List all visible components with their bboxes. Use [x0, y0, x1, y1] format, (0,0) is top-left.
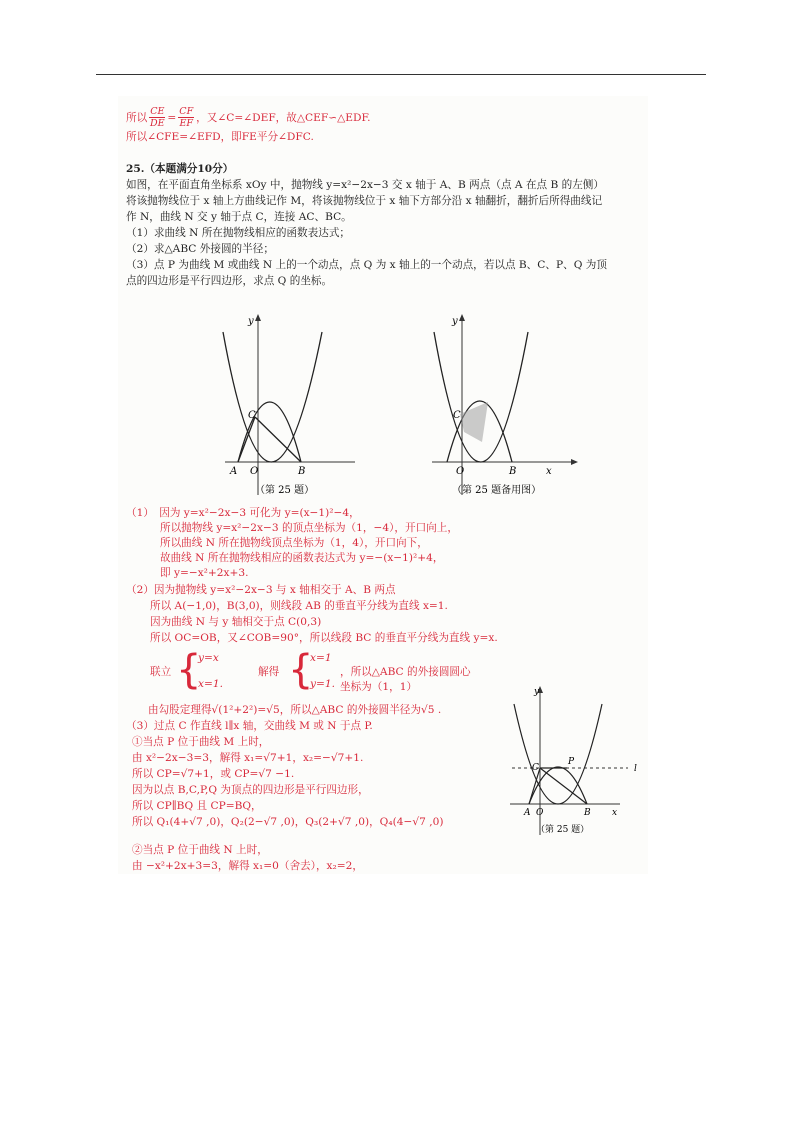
segment-ac: [529, 768, 540, 804]
figure-caption: （第 25 题）: [536, 825, 590, 835]
solution-2-line-4: 所以 OC=OB，又∠COB=90°，所以线段 BC 的垂直平分线为直线 y=x.: [150, 632, 498, 644]
label-b: B: [298, 466, 306, 477]
solution-1-line-5: 即 y=−x²+2x+3.: [160, 567, 249, 579]
system-label: 联立: [150, 666, 172, 678]
x-axis-arrow: [571, 459, 578, 465]
figure-25-spare: [422, 310, 592, 500]
solution-3-line-2: ①当点 P 位于曲线 M 上时，: [132, 736, 270, 748]
figure-caption: （第 25 题备用图）: [452, 485, 542, 496]
left-brace: {: [176, 647, 202, 693]
figure-caption: （第 25 题）: [255, 485, 315, 496]
question-2: （2）求△ABC 外接圆的半径；: [126, 243, 274, 255]
frac-den: DE: [150, 118, 165, 129]
eq1a: y=x: [198, 652, 219, 664]
eq2a: x=1: [310, 652, 332, 664]
equals-sign: =: [167, 111, 177, 124]
prev-solution-line2: 所以∠CFE=∠EFD，即FE平分∠DFC.: [126, 131, 314, 143]
label-o: O: [456, 466, 465, 477]
fraction-cf-ef: [178, 106, 194, 129]
label-o: O: [536, 808, 544, 818]
frac-den: EF: [179, 118, 193, 129]
fraction-ce-de: [149, 106, 165, 129]
question-3b: 点的四边形是平行四边形，求点 Q 的坐标。: [126, 275, 333, 287]
prev-solution-line1: [126, 106, 371, 129]
label-y: y: [248, 316, 254, 327]
solution-1-line-2: 所以抛物线 y=x²−2x−3 的顶点坐标为（1，−4），开口向上，: [160, 522, 458, 534]
label-a: A: [524, 808, 531, 818]
prev-text: 所以: [126, 112, 148, 124]
segment-ac: [238, 417, 255, 462]
parabola-m: [514, 704, 602, 804]
solution-2-line-2: 所以 A(−1,0)，B(3,0)，则线段 AB 的垂直平分线为直线 x=1.: [150, 600, 448, 612]
solution-3b-line-2: 由 −x²+2x+3=3，解得 x₁=0（舍去），x₂=2，: [132, 860, 363, 872]
parabola-m: [223, 332, 322, 462]
frac-num: CE: [150, 106, 165, 117]
label-b: B: [584, 808, 591, 818]
prev-text-suffix: ，又∠C=∠DEF，故△CEF∽△EDF.: [196, 112, 371, 124]
solution-2-line-3: 因为曲线 N 与 y 轴相交于点 C(0,3): [150, 616, 322, 628]
solution-3-line-4: 所以 CP=√7+1，或 CP=√7 −1.: [132, 768, 295, 780]
label-c: C: [453, 410, 461, 421]
eq1b: x=1.: [198, 678, 223, 690]
figure-25: [215, 310, 365, 500]
label-l: l: [634, 764, 637, 774]
label-c: C: [532, 763, 539, 773]
frac-num: CF: [179, 106, 194, 117]
solve-label: 解得: [258, 666, 280, 678]
label-c: C: [248, 410, 256, 421]
smudge-mark: [460, 402, 488, 442]
solution-1-line-1: （1） 因为 y=x²−2x−3 可化为 y=(x−1)²−4，: [126, 507, 360, 519]
question-3a: （3）点 P 为曲线 M 或曲线 N 上的一个动点，点 Q 为 x 轴上的一个动点，若以点 B、C、P、Q 为顶: [126, 259, 607, 271]
label-x: x: [612, 808, 618, 818]
label-y: y: [452, 316, 458, 327]
eq2b: y=1.: [310, 678, 335, 690]
problem-stem-1: 如图，在平面直角坐标系 xOy 中，抛物线 y=x²−2x−3 交 x 轴于 A、B 两点（点 A 在点 B 的左侧）: [126, 179, 604, 191]
solution-2-line-1: （2）因为抛物线 y=x²−2x−3 与 x 轴相交于 A、B 两点: [126, 584, 396, 596]
solution-1-line-3: 所以曲线 N 所在抛物线顶点坐标为（1，4），开口向下，: [160, 537, 428, 549]
y-axis-arrow: [459, 314, 465, 321]
solution-3-line-1: （3）过点 C 作直线 l∥x 轴，交曲线 M 或 N 于点 P.: [126, 720, 373, 732]
figure-25-solution: [500, 680, 645, 840]
problem-title: 25.（本题满分10分）: [126, 163, 234, 175]
problem-stem-2: 将该抛物线位于 x 轴上方曲线记作 M，将该抛物线位于 x 轴下方部分沿 x 轴翻折，翻折后所得曲线记: [126, 195, 603, 207]
equation-system: [150, 648, 480, 696]
solution-1-line-4: 故曲线 N 所在抛物线相应的函数表达式为 y=−(x−1)²+4，: [160, 552, 444, 564]
solution-3-line-6: 所以 CP∥BQ 且 CP=BQ，: [132, 800, 262, 812]
label-b: B: [509, 466, 517, 477]
solution-3-line-5: 因为以点 B,C,P,Q 为顶点的四边形是平行四边形，: [132, 784, 369, 796]
label-p: P: [568, 757, 575, 767]
right-brace: {: [288, 647, 314, 693]
solution-3-line-3: 由 x²−2x−3=3，解得 x₁=√7+1，x₂=−√7+1.: [132, 752, 364, 764]
header-rule: [96, 74, 706, 75]
label-y: y: [534, 687, 540, 697]
solution-2-end: 由勾股定理得√(1²+2²)=√5，所以△ABC 的外接圆半径为√5 .: [148, 704, 442, 716]
label-x: x: [546, 466, 552, 477]
solution-3b-line-1: ②当点 P 位于曲线 N 上时，: [132, 844, 268, 856]
label-o: O: [250, 466, 259, 477]
label-a: A: [230, 466, 238, 477]
system-result: ，所以△ABC 的外接圆圆心坐标为（1，1）: [340, 666, 471, 693]
problem-stem-3: 作 N，曲线 N 交 y 轴于点 C，连接 AC、BC。: [126, 211, 352, 223]
solution-3-line-7: 所以 Q₁(4+√7 ,0)，Q₂(2−√7 ,0)，Q₃(2+√7 ,0)，Q₄(4−√7 ,0): [132, 816, 444, 828]
question-1: （1）求曲线 N 所在抛物线相应的函数表达式；: [126, 227, 351, 239]
parabola: [434, 332, 528, 462]
y-axis-arrow: [255, 314, 261, 321]
